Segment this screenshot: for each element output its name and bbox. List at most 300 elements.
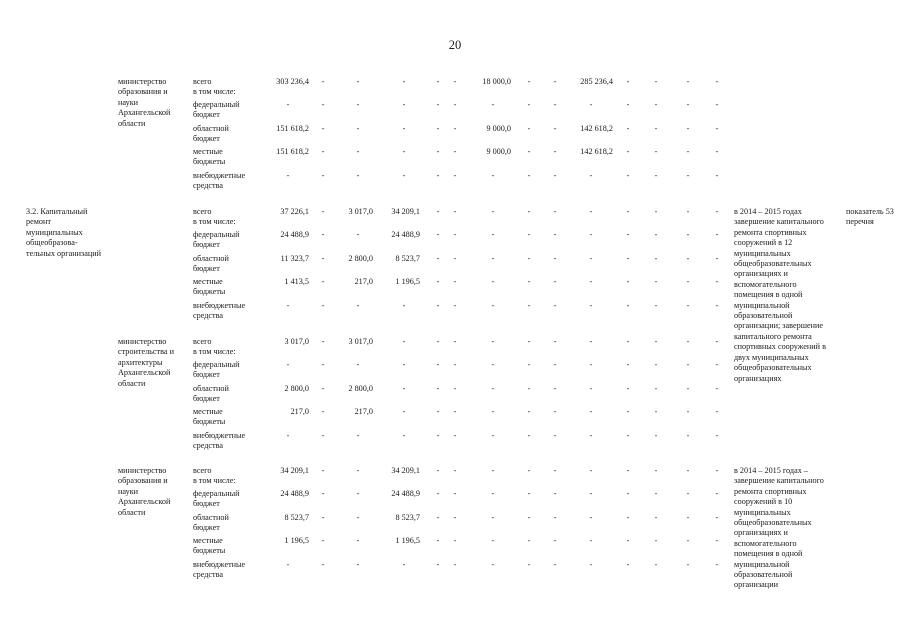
amount-cell: - xyxy=(654,230,658,239)
amount-cell: - xyxy=(715,77,719,86)
funding-source-label: внебюджетные средства xyxy=(193,301,246,321)
amount-cell: - xyxy=(686,466,690,475)
amount-cell: - xyxy=(715,407,719,416)
amount-cell: - xyxy=(686,207,690,216)
amount-cell: 1 196,5 xyxy=(284,536,309,545)
amount-cell: - xyxy=(491,337,495,346)
amount-cell: - xyxy=(654,254,658,263)
amount-cell: - xyxy=(321,147,325,156)
amount-cell: - xyxy=(654,124,658,133)
amount-cell: 34 209,1 xyxy=(391,207,420,216)
amount-cell: - xyxy=(321,171,325,180)
amount-cell: - xyxy=(356,513,360,522)
amount-cell: - xyxy=(321,489,325,498)
funding-source-sublabel: в том числе: xyxy=(193,87,236,97)
amount-cell: - xyxy=(527,384,531,393)
amount-cell: - xyxy=(589,431,593,440)
amount-cell: 24 488,9 xyxy=(280,230,309,239)
amount-cell: - xyxy=(715,360,719,369)
amount-cell: - xyxy=(321,230,325,239)
funding-source-sublabel: в том числе: xyxy=(193,347,236,357)
amount-cell: - xyxy=(654,277,658,286)
amount-cell: - xyxy=(626,360,630,369)
amount-cell: - xyxy=(436,230,440,239)
amount-cell: - xyxy=(286,431,290,440)
amount-cell: - xyxy=(453,536,457,545)
amount-cell: - xyxy=(491,277,495,286)
funding-source-label: местные бюджеты xyxy=(193,536,226,556)
amount-cell: 18 000,0 xyxy=(482,77,511,86)
section-number-title: 3.2. Капитальный ремонт муниципальных общеобразова-тельных организаций xyxy=(26,207,102,258)
amount-cell: - xyxy=(402,360,406,369)
amount-cell: - xyxy=(491,254,495,263)
amount-cell: - xyxy=(715,124,719,133)
amount-cell: - xyxy=(589,384,593,393)
amount-cell: - xyxy=(589,254,593,263)
amount-cell: - xyxy=(654,431,658,440)
amount-cell: - xyxy=(453,337,457,346)
amount-cell: 3 017,0 xyxy=(348,337,373,346)
amount-cell: 2 800,0 xyxy=(348,384,373,393)
amount-cell: - xyxy=(527,407,531,416)
amount-cell: - xyxy=(654,407,658,416)
amount-cell: - xyxy=(321,560,325,569)
amount-cell: - xyxy=(715,337,719,346)
amount-cell: - xyxy=(527,513,531,522)
amount-cell: - xyxy=(491,560,495,569)
amount-cell: - xyxy=(654,337,658,346)
amount-cell: - xyxy=(715,466,719,475)
amount-cell: - xyxy=(527,100,531,109)
amount-cell: - xyxy=(553,560,557,569)
funding-source-label: областной бюджет xyxy=(193,254,229,274)
amount-cell: - xyxy=(715,384,719,393)
amount-cell: 3 017,0 xyxy=(284,337,309,346)
amount-cell: - xyxy=(453,277,457,286)
amount-cell: - xyxy=(654,560,658,569)
amount-cell: - xyxy=(686,277,690,286)
amount-cell: - xyxy=(453,254,457,263)
amount-cell: 217,0 xyxy=(354,277,373,286)
amount-cell: 142 618,2 xyxy=(580,124,613,133)
amount-cell: - xyxy=(436,384,440,393)
amount-cell: - xyxy=(589,337,593,346)
amount-cell: - xyxy=(715,536,719,545)
amount-cell: - xyxy=(715,489,719,498)
executor-cell: министерство строительства и архитектуры Архангельской области xyxy=(118,337,174,388)
amount-cell: - xyxy=(553,337,557,346)
amount-cell: - xyxy=(686,513,690,522)
amount-cell: - xyxy=(527,489,531,498)
amount-cell: - xyxy=(321,254,325,263)
amount-cell: - xyxy=(491,489,495,498)
amount-cell: - xyxy=(453,124,457,133)
amount-cell: - xyxy=(626,466,630,475)
amount-cell: - xyxy=(356,171,360,180)
amount-cell: - xyxy=(553,230,557,239)
amount-cell: - xyxy=(626,489,630,498)
amount-cell: - xyxy=(686,147,690,156)
amount-cell: - xyxy=(453,147,457,156)
amount-cell: - xyxy=(715,513,719,522)
amount-cell: - xyxy=(453,431,457,440)
amount-cell: - xyxy=(715,100,719,109)
amount-cell: 11 323,7 xyxy=(280,254,309,263)
amount-cell: 217,0 xyxy=(354,407,373,416)
amount-cell: - xyxy=(654,513,658,522)
amount-cell: - xyxy=(715,207,719,216)
amount-cell: - xyxy=(589,489,593,498)
amount-cell: 8 523,7 xyxy=(395,254,420,263)
amount-cell: - xyxy=(436,337,440,346)
funding-source-label: федеральный бюджет xyxy=(193,100,240,120)
amount-cell: - xyxy=(436,124,440,133)
amount-cell: - xyxy=(553,77,557,86)
amount-cell: - xyxy=(553,407,557,416)
amount-cell: 37 226,1 xyxy=(280,207,309,216)
amount-cell: - xyxy=(402,301,406,310)
amount-cell: - xyxy=(527,431,531,440)
amount-cell: - xyxy=(321,431,325,440)
amount-cell: - xyxy=(626,207,630,216)
amount-cell: - xyxy=(436,254,440,263)
amount-cell: - xyxy=(453,77,457,86)
amount-cell: - xyxy=(527,254,531,263)
amount-cell: - xyxy=(436,536,440,545)
executor-cell: министерство образования и науки Архангельской области xyxy=(118,466,171,517)
amount-cell: - xyxy=(402,171,406,180)
amount-cell: - xyxy=(321,77,325,86)
funding-source-label: всего xyxy=(193,466,212,475)
funding-source-label: всего xyxy=(193,337,212,346)
amount-cell: - xyxy=(654,301,658,310)
indicator-cell: показатель 53 перечня xyxy=(846,207,894,227)
amount-cell: - xyxy=(589,536,593,545)
amount-cell: - xyxy=(436,513,440,522)
amount-cell: - xyxy=(715,171,719,180)
amount-cell: - xyxy=(715,560,719,569)
amount-cell: - xyxy=(491,100,495,109)
funding-source-label: местные бюджеты xyxy=(193,277,226,297)
amount-cell: - xyxy=(553,171,557,180)
amount-cell: - xyxy=(321,207,325,216)
amount-cell: - xyxy=(686,407,690,416)
amount-cell: - xyxy=(589,100,593,109)
amount-cell: - xyxy=(553,384,557,393)
amount-cell: 34 209,1 xyxy=(280,466,309,475)
amount-cell: - xyxy=(654,77,658,86)
amount-cell: 1 196,5 xyxy=(395,536,420,545)
amount-cell: - xyxy=(453,100,457,109)
amount-cell: - xyxy=(402,124,406,133)
amount-cell: - xyxy=(553,513,557,522)
amount-cell: - xyxy=(286,560,290,569)
amount-cell: 285 236,4 xyxy=(580,77,613,86)
amount-cell: - xyxy=(453,207,457,216)
amount-cell: - xyxy=(491,513,495,522)
amount-cell: - xyxy=(491,207,495,216)
amount-cell: - xyxy=(553,277,557,286)
funding-source-label: всего xyxy=(193,77,212,86)
amount-cell: - xyxy=(626,407,630,416)
amount-cell: - xyxy=(436,560,440,569)
amount-cell: - xyxy=(402,407,406,416)
amount-cell: - xyxy=(286,360,290,369)
amount-cell: - xyxy=(453,171,457,180)
amount-cell: 303 236,4 xyxy=(276,77,309,86)
page-number: 20 xyxy=(448,38,462,52)
amount-cell: - xyxy=(553,536,557,545)
amount-cell: - xyxy=(626,171,630,180)
amount-cell: - xyxy=(626,254,630,263)
amount-cell: - xyxy=(589,301,593,310)
amount-cell: - xyxy=(286,171,290,180)
amount-cell: - xyxy=(491,360,495,369)
amount-cell: - xyxy=(686,384,690,393)
amount-cell: - xyxy=(715,147,719,156)
amount-cell: - xyxy=(286,100,290,109)
amount-cell: - xyxy=(626,431,630,440)
amount-cell: - xyxy=(715,301,719,310)
amount-cell: - xyxy=(686,171,690,180)
funding-source-label: внебюджетные средства xyxy=(193,560,246,580)
amount-cell: - xyxy=(356,77,360,86)
amount-cell: - xyxy=(356,124,360,133)
amount-cell: - xyxy=(589,466,593,475)
amount-cell: - xyxy=(356,466,360,475)
amount-cell: - xyxy=(356,147,360,156)
funding-source-label: областной бюджет xyxy=(193,124,229,144)
amount-cell: - xyxy=(356,100,360,109)
amount-cell: 2 800,0 xyxy=(284,384,309,393)
amount-cell: - xyxy=(321,513,325,522)
amount-cell: - xyxy=(686,230,690,239)
amount-cell: - xyxy=(402,431,406,440)
amount-cell: - xyxy=(626,100,630,109)
amount-cell: - xyxy=(553,489,557,498)
amount-cell: - xyxy=(491,536,495,545)
funding-source-label: внебюджетные средства xyxy=(193,171,246,191)
amount-cell: - xyxy=(686,301,690,310)
amount-cell: - xyxy=(527,337,531,346)
amount-cell: - xyxy=(453,560,457,569)
amount-cell: - xyxy=(402,384,406,393)
amount-cell: 151 618,2 xyxy=(276,147,309,156)
amount-cell: - xyxy=(553,360,557,369)
amount-cell: - xyxy=(626,147,630,156)
funding-source-label: внебюджетные средства xyxy=(193,431,246,451)
amount-cell: - xyxy=(686,360,690,369)
amount-cell: 9 000,0 xyxy=(486,147,511,156)
amount-cell: - xyxy=(356,360,360,369)
amount-cell: - xyxy=(553,466,557,475)
amount-cell: - xyxy=(453,407,457,416)
amount-cell: - xyxy=(654,489,658,498)
amount-cell: - xyxy=(589,171,593,180)
amount-cell: - xyxy=(356,560,360,569)
amount-cell: - xyxy=(626,384,630,393)
amount-cell: - xyxy=(715,431,719,440)
executor-cell: министерство образования и науки Архангельской области xyxy=(118,77,171,128)
amount-cell: 8 523,7 xyxy=(284,513,309,522)
amount-cell: - xyxy=(527,277,531,286)
amount-cell: - xyxy=(527,560,531,569)
amount-cell: 1 196,5 xyxy=(395,277,420,286)
amount-cell: - xyxy=(453,466,457,475)
amount-cell: 2 800,0 xyxy=(348,254,373,263)
amount-cell: 217,0 xyxy=(290,407,309,416)
amount-cell: - xyxy=(626,124,630,133)
expected-result-cell: в 2014 – 2015 годах завершение капитального ремонта спортивных сооружений в 12 муниципальных общеобразовательных организациях и вспомогательного помещения в одной муниципальной образовательной организации; завершение капитального ремонта спортивных сооружений в двух муниципальных общеобразовательных организациях xyxy=(734,207,826,383)
funding-source-label: федеральный бюджет xyxy=(193,230,240,250)
amount-cell: - xyxy=(626,277,630,286)
amount-cell: - xyxy=(589,230,593,239)
amount-cell: - xyxy=(626,513,630,522)
amount-cell: - xyxy=(715,254,719,263)
amount-cell: - xyxy=(436,77,440,86)
amount-cell: - xyxy=(654,147,658,156)
amount-cell: - xyxy=(626,337,630,346)
amount-cell: - xyxy=(321,360,325,369)
amount-cell: - xyxy=(436,277,440,286)
amount-cell: - xyxy=(527,360,531,369)
amount-cell: - xyxy=(527,466,531,475)
amount-cell: - xyxy=(527,124,531,133)
amount-cell: - xyxy=(686,489,690,498)
amount-cell: - xyxy=(356,230,360,239)
amount-cell: - xyxy=(626,77,630,86)
funding-source-sublabel: в том числе: xyxy=(193,217,236,227)
amount-cell: - xyxy=(686,337,690,346)
amount-cell: - xyxy=(436,100,440,109)
amount-cell: - xyxy=(436,407,440,416)
amount-cell: - xyxy=(436,489,440,498)
amount-cell: 142 618,2 xyxy=(580,147,613,156)
amount-cell: - xyxy=(553,100,557,109)
amount-cell: - xyxy=(402,100,406,109)
amount-cell: - xyxy=(654,171,658,180)
amount-cell: - xyxy=(402,560,406,569)
amount-cell: - xyxy=(626,536,630,545)
amount-cell: - xyxy=(553,207,557,216)
funding-source-label: областной бюджет xyxy=(193,384,229,404)
amount-cell: - xyxy=(527,207,531,216)
amount-cell: - xyxy=(436,466,440,475)
amount-cell: - xyxy=(491,431,495,440)
amount-cell: - xyxy=(589,560,593,569)
amount-cell: - xyxy=(686,560,690,569)
amount-cell: - xyxy=(402,337,406,346)
amount-cell: - xyxy=(553,124,557,133)
amount-cell: - xyxy=(527,147,531,156)
amount-cell: 151 618,2 xyxy=(276,124,309,133)
amount-cell: - xyxy=(356,301,360,310)
amount-cell: - xyxy=(589,207,593,216)
amount-cell: 1 413,5 xyxy=(284,277,309,286)
amount-cell: - xyxy=(402,77,406,86)
expected-result-cell: в 2014 – 2015 годах – завершение капитального ремонта спортивных сооружений в 10 муниципальных общеобразовательных организациях и вспомогательного помещения в одной муниципальной образовательной организации xyxy=(734,466,824,590)
amount-cell: - xyxy=(654,207,658,216)
amount-cell: - xyxy=(654,100,658,109)
amount-cell: - xyxy=(686,100,690,109)
amount-cell: - xyxy=(321,407,325,416)
amount-cell: - xyxy=(491,466,495,475)
amount-cell: - xyxy=(589,360,593,369)
funding-source-label: местные бюджеты xyxy=(193,407,226,427)
amount-cell: - xyxy=(553,147,557,156)
amount-cell: - xyxy=(686,254,690,263)
amount-cell: - xyxy=(321,277,325,286)
amount-cell: - xyxy=(686,536,690,545)
amount-cell: - xyxy=(553,301,557,310)
amount-cell: 24 488,9 xyxy=(391,230,420,239)
amount-cell: - xyxy=(654,384,658,393)
amount-cell: - xyxy=(527,301,531,310)
amount-cell: 8 523,7 xyxy=(395,513,420,522)
amount-cell: - xyxy=(491,384,495,393)
amount-cell: - xyxy=(453,301,457,310)
amount-cell: - xyxy=(436,207,440,216)
amount-cell: - xyxy=(321,124,325,133)
amount-cell: - xyxy=(286,301,290,310)
amount-cell: 24 488,9 xyxy=(391,489,420,498)
amount-cell: - xyxy=(453,513,457,522)
amount-cell: - xyxy=(321,301,325,310)
amount-cell: - xyxy=(589,513,593,522)
amount-cell: - xyxy=(527,230,531,239)
amount-cell: - xyxy=(321,466,325,475)
funding-source-sublabel: в том числе: xyxy=(193,476,236,486)
amount-cell: - xyxy=(527,536,531,545)
funding-source-label: федеральный бюджет xyxy=(193,489,240,509)
amount-cell: - xyxy=(453,360,457,369)
amount-cell: - xyxy=(491,301,495,310)
amount-cell: - xyxy=(453,489,457,498)
amount-cell: - xyxy=(553,254,557,263)
amount-cell: - xyxy=(626,560,630,569)
amount-cell: - xyxy=(715,277,719,286)
amount-cell: - xyxy=(626,301,630,310)
amount-cell: - xyxy=(321,337,325,346)
amount-cell: - xyxy=(715,230,719,239)
amount-cell: 3 017,0 xyxy=(348,207,373,216)
amount-cell: - xyxy=(589,407,593,416)
funding-source-label: федеральный бюджет xyxy=(193,360,240,380)
amount-cell: - xyxy=(356,489,360,498)
amount-cell: - xyxy=(321,536,325,545)
amount-cell: - xyxy=(654,536,658,545)
amount-cell: - xyxy=(321,384,325,393)
amount-cell: - xyxy=(436,431,440,440)
amount-cell: - xyxy=(527,171,531,180)
amount-cell: - xyxy=(402,147,406,156)
amount-cell: - xyxy=(654,466,658,475)
amount-cell: - xyxy=(453,230,457,239)
funding-source-label: всего xyxy=(193,207,212,216)
amount-cell: - xyxy=(491,230,495,239)
amount-cell: - xyxy=(589,277,593,286)
amount-cell: - xyxy=(654,360,658,369)
amount-cell: 34 209,1 xyxy=(391,466,420,475)
amount-cell: - xyxy=(436,171,440,180)
funding-source-label: местные бюджеты xyxy=(193,147,226,167)
amount-cell: - xyxy=(453,384,457,393)
amount-cell: 9 000,0 xyxy=(486,124,511,133)
amount-cell: - xyxy=(686,124,690,133)
amount-cell: - xyxy=(491,171,495,180)
amount-cell: - xyxy=(436,360,440,369)
amount-cell: 24 488,9 xyxy=(280,489,309,498)
